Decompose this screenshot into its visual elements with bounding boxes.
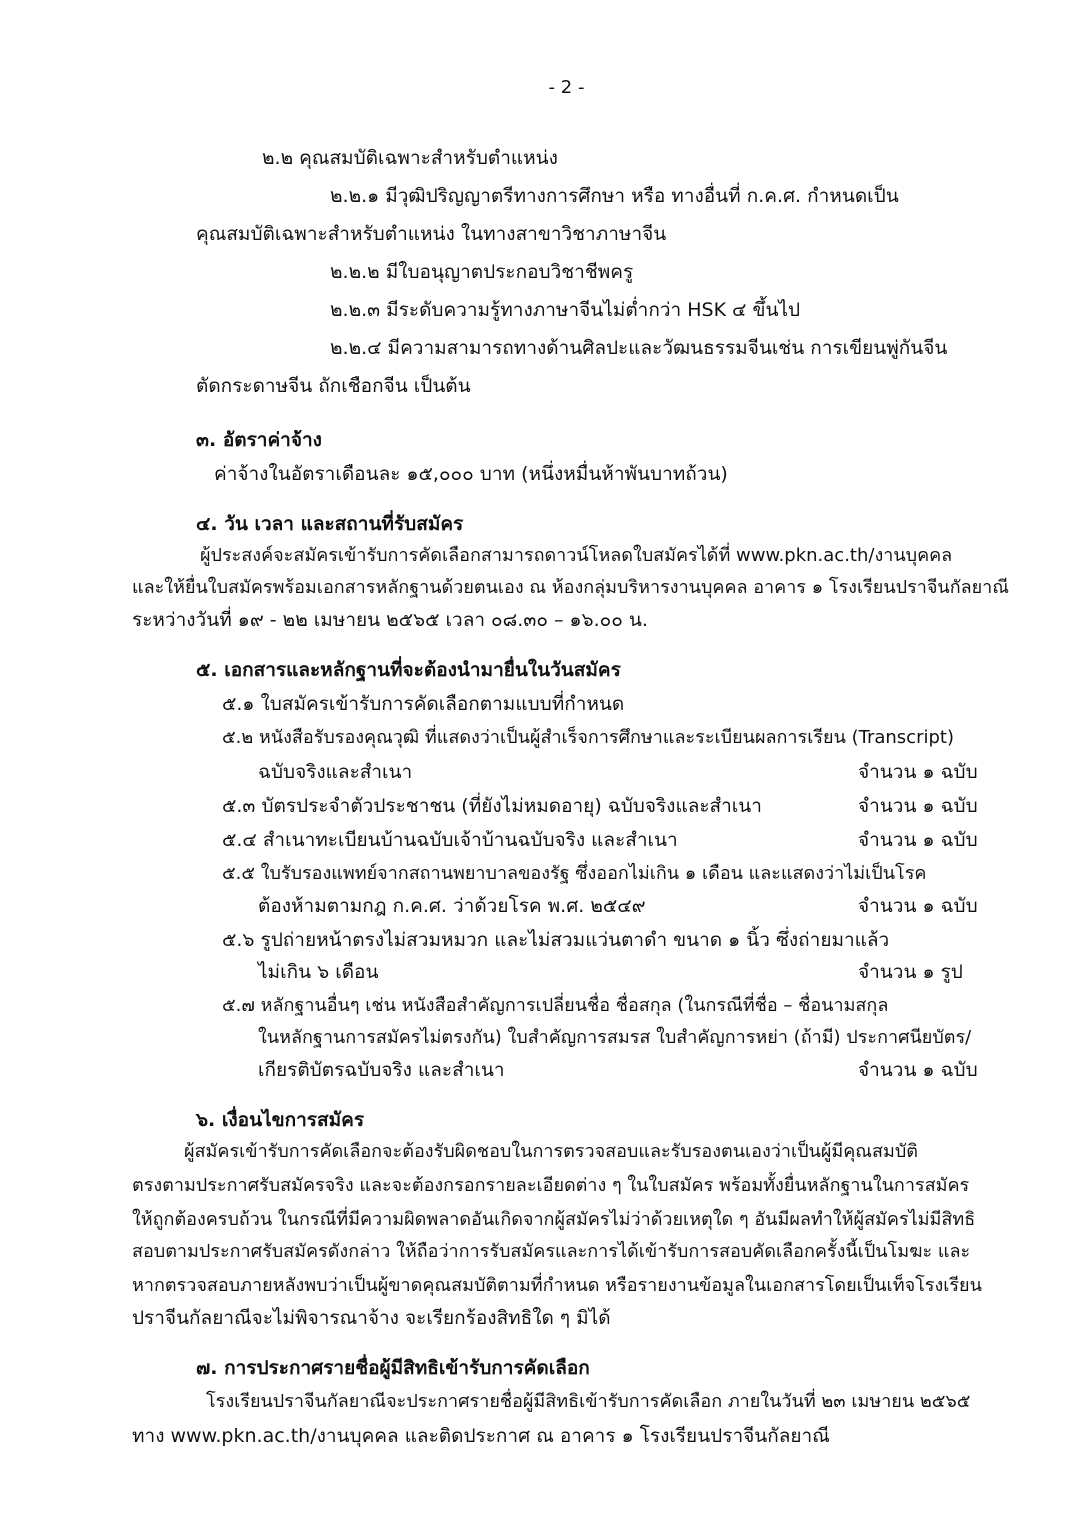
s5-heading: ๕. เอกสารและหลักฐานที่จะต้องนำมายื่นในวันสมัคร: [196, 659, 621, 681]
s4-line1: ผู้ประสงค์จะสมัครเข้ารับการคัดเลือกสามารถดาวน์โหลดใบสมัครได้ที่ www.pkn.ac.th/งานบุคคล: [200, 545, 953, 566]
s6-line2: ตรงตามประกาศรับสมัครจริง และจะต้องกรอกรายละเอียดต่าง ๆ ในใบสมัคร พร้อมทั้งยื่นหลักฐานในการสมัคร: [132, 1175, 970, 1196]
s6-line6: ปราจีนกัลยาณีจะไม่พิจารณาจ้าง จะเรียกร้องสิทธิใด ๆ มิได้: [132, 1307, 611, 1329]
s5-item2-quantity: จำนวน ๑ ฉบับ: [858, 761, 978, 783]
s5-item1: ๕.๑ ใบสมัครเข้ารับการคัดเลือกตามแบบที่กำหนด: [222, 693, 625, 715]
s22-item3: ๒.๒.๓ มีระดับความรู้ทางภาษาจีนไม่ต่ำกว่า HSK ๔ ขึ้นไป: [330, 299, 801, 321]
s22-heading: ๒.๒ คุณสมบัติเฉพาะสำหรับตำแหน่ง: [262, 147, 558, 169]
s7-line2: ทาง www.pkn.ac.th/งานบุคคล และติดประกาศ ณ อาคาร ๑ โรงเรียนปราจีนกัลยาณี: [132, 1425, 830, 1447]
s22-item1-line2: คุณสมบัติเฉพาะสำหรับตำแหน่ง ในทางสาขาวิชาภาษาจีน: [196, 223, 667, 245]
s6-heading: ๖. เงื่อนไขการสมัคร: [196, 1109, 365, 1131]
s6-line3: ให้ถูกต้องครบถ้วน ในกรณีที่มีความผิดพลาดอันเกิดจากผู้สมัครไม่ว่าด้วยเหตุใด ๆ อันมีผลทำให้ผู้สมัครไม่มีสิทธิ: [132, 1209, 976, 1230]
s6-line1: ผู้สมัครเข้ารับการคัดเลือกจะต้องรับผิดชอบในการตรวจสอบและรับรองตนเองว่าเป็นผู้มีคุณสมบัติ: [184, 1141, 918, 1162]
s5-item3: ๕.๓ บัตรประจำตัวประชาชน (ที่ยังไม่หมดอายุ) ฉบับจริงและสำเนา: [222, 795, 762, 817]
s4-line2: และให้ยื่นใบสมัครพร้อมเอกสารหลักฐานด้วยตนเอง ณ ห้องกลุ่มบริหารงานบุคคล อาคาร ๑ โรงเรียนปราจีนกัลยาณี: [132, 577, 1009, 598]
s4-line3: ระหว่างวันที่ ๑๙ - ๒๒ เมษายน ๒๕๖๕ เวลา ๐๘.๓๐ – ๑๖.๐๐ น.: [132, 609, 648, 631]
s5-item2-line1: ๕.๒ หนังสือรับรองคุณวุฒิ ที่แสดงว่าเป็นผู้สำเร็จการศึกษาและระเบียนผลการเรียน (Transcript): [222, 727, 954, 748]
s6-line5: หากตรวจสอบภายหลังพบว่าเป็นผู้ขาดคุณสมบัติตามที่กำหนด หรือรายงานข้อมูลในเอกสารโดยเป็นเท็จโรงเรียน: [132, 1275, 982, 1296]
s5-item4-quantity: จำนวน ๑ ฉบับ: [858, 829, 978, 851]
s22-item2: ๒.๒.๒ มีใบอนุญาตประกอบวิชาชีพครู: [330, 261, 634, 283]
s22-item4-line2: ตัดกระดาษจีน ถักเชือกจีน เป็นต้น: [196, 375, 471, 397]
page-number: - 2 -: [548, 77, 585, 98]
s6-line4: สอบตามประกาศรับสมัครดังกล่าว ให้ถือว่าการรับสมัครและการได้เข้ารับการสอบคัดเลือกครั้งนี้เป็นโมฆะ และ: [132, 1241, 971, 1262]
s3-text: ค่าจ้างในอัตราเดือนละ ๑๕,๐๐๐ บาท (หนึ่งหมื่นห้าพันบาทถ้วน): [214, 463, 728, 485]
s5-item7-line1: ๕.๗ หลักฐานอื่นๆ เช่น หนังสือสำคัญการเปลี่ยนชื่อ ชื่อสกุล (ในกรณีที่ชื่อ – ชื่อนามสกุล: [222, 995, 889, 1016]
s5-item7-quantity: จำนวน ๑ ฉบับ: [858, 1059, 978, 1081]
s22-item1-line1: ๒.๒.๑ มีวุฒิปริญญาตรีทางการศึกษา หรือ ทางอื่นที่ ก.ค.ศ. กำหนดเป็น: [330, 185, 899, 207]
s4-heading: ๔. วัน เวลา และสถานที่รับสมัคร: [196, 513, 464, 535]
s5-item7-line3: เกียรติบัตรฉบับจริง และสำเนา: [258, 1059, 505, 1081]
s5-item3-quantity: จำนวน ๑ ฉบับ: [858, 795, 978, 817]
s22-item4-line1: ๒.๒.๔ มีความสามารถทางด้านศิลปะและวัฒนธรรมจีนเช่น การเขียนพู่กันจีน: [330, 337, 948, 359]
s3-heading: ๓. อัตราค่าจ้าง: [196, 429, 322, 451]
s7-line1: โรงเรียนปราจีนกัลยาณีจะประกาศรายชื่อผู้มีสิทธิเข้ารับการคัดเลือก ภายในวันที่ ๒๓ เมษายน ๒๕๖๕: [206, 1391, 971, 1412]
s5-item4: ๕.๔ สำเนาทะเบียนบ้านฉบับเจ้าบ้านฉบับจริง และสำเนา: [222, 829, 678, 851]
s5-item6-line1: ๕.๖ รูปถ่ายหน้าตรงไม่สวมหมวก และไม่สวมแว่นตาดำ ขนาด ๑ นิ้ว ซึ่งถ่ายมาแล้ว: [222, 929, 890, 951]
s5-item6-line2: ไม่เกิน ๖ เดือน: [258, 961, 379, 983]
s5-item5-quantity: จำนวน ๑ ฉบับ: [858, 895, 978, 917]
s5-item5-line1: ๕.๕ ใบรับรองแพทย์จากสถานพยาบาลของรัฐ ซึ่งออกไม่เกิน ๑ เดือน และแสดงว่าไม่เป็นโรค: [222, 863, 927, 884]
s5-item2-line2: ฉบับจริงและสำเนา: [258, 761, 413, 783]
s5-item7-line2: ในหลักฐานการสมัครไม่ตรงกัน) ใบสำคัญการสมรส ใบสำคัญการหย่า (ถ้ามี) ประกาศนียบัตร/: [258, 1027, 972, 1048]
s5-item5-line2: ต้องห้ามตามกฎ ก.ค.ศ. ว่าด้วยโรค พ.ศ. ๒๕๔๙: [258, 895, 646, 917]
s7-heading: ๗. การประกาศรายชื่อผู้มีสิทธิเข้ารับการคัดเลือก: [196, 1357, 590, 1379]
s5-item6-quantity: จำนวน ๑ รูป: [858, 961, 963, 983]
